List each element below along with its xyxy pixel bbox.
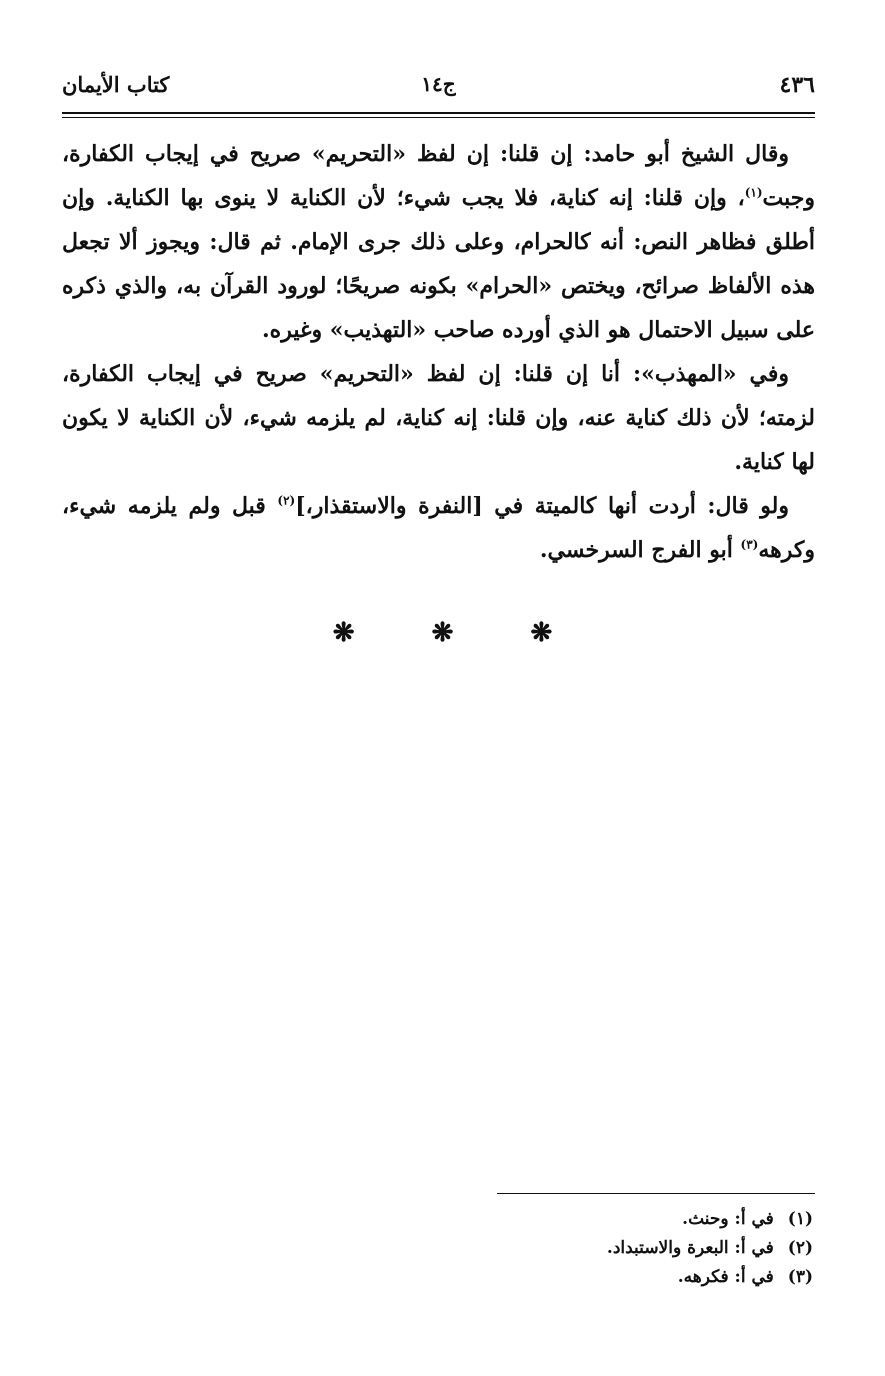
header-rule-thin	[62, 117, 815, 118]
footnotes	[300, 1205, 813, 1292]
footnote-text: في أ: البعرة والاستبداد.	[606, 1238, 774, 1258]
book-title: كتاب الأيمان	[62, 72, 170, 97]
volume-label: ج١٤	[421, 72, 456, 96]
footnote-number: (٢)	[787, 1238, 813, 1258]
footnote-text: في أ: وحنث.	[682, 1209, 774, 1229]
footnote-number: (٣)	[787, 1267, 813, 1287]
footnote-text: في أ: فكرهه.	[677, 1267, 774, 1287]
footnote-2	[300, 1234, 813, 1263]
running-header	[62, 68, 815, 108]
paragraph-1-part-b: ، وإن قلنا: إنه كناية، فلا يجب شيء؛ لأن الكناية لا ينوى بها الكناية. وإن أطلق فظاهر النص: أنه كالحرام، وعلى ذلك جرى الإمام. ثم قال: ويجوز ألا تجعل هذه الألفاظ صرائح، ويختص «الحرام» بكونه صريحًا؛ لورود القرآن به، والذي ذكره على سبيل الاحتمال هو الذي أورده صاحب «التهذيب» وغيره.	[62, 185, 815, 343]
footnote-1	[300, 1205, 813, 1234]
paragraph-3-part-a: ولو قال: أردت أنها كالميتة في [النفرة والاستقذار،]	[295, 493, 790, 519]
paragraph-3-part-b: قبل ولم يلزمه شيء، وكرهه	[62, 493, 815, 563]
header-rule-thick	[62, 112, 815, 114]
main-text	[62, 132, 815, 572]
paragraph-1-part-a: وقال الشيخ أبو حامد: إن قلنا: إن لفظ «التحريم» صريح في إيجاب الكفارة، وجبت	[62, 141, 815, 211]
footnote-number: (١)	[787, 1209, 813, 1229]
page-number: ٤٣٦	[779, 72, 815, 98]
footnote-ref-1: (١)	[744, 185, 763, 200]
section-separator: ❋ ❋ ❋	[332, 618, 587, 648]
paragraph-3-part-c: أبو الفرج السرخسي.	[539, 537, 741, 563]
footnote-ref-2: (٢)	[277, 493, 296, 508]
footnote-rule	[497, 1193, 815, 1194]
paragraph-2: وفي «المهذب»: أنا إن قلنا: إن لفظ «التحريم» صريح في إيجاب الكفارة، لزمته؛ لأن ذلك كناية عنه، وإن قلنا: إنه كناية، لم يلزمه شيء، لأن الكناية لا يكون لها كناية.	[62, 361, 815, 475]
footnote-ref-3: (٣)	[740, 537, 759, 552]
paragraph-3	[62, 484, 815, 572]
footnote-3	[300, 1263, 813, 1292]
paragraph-1	[62, 132, 815, 352]
